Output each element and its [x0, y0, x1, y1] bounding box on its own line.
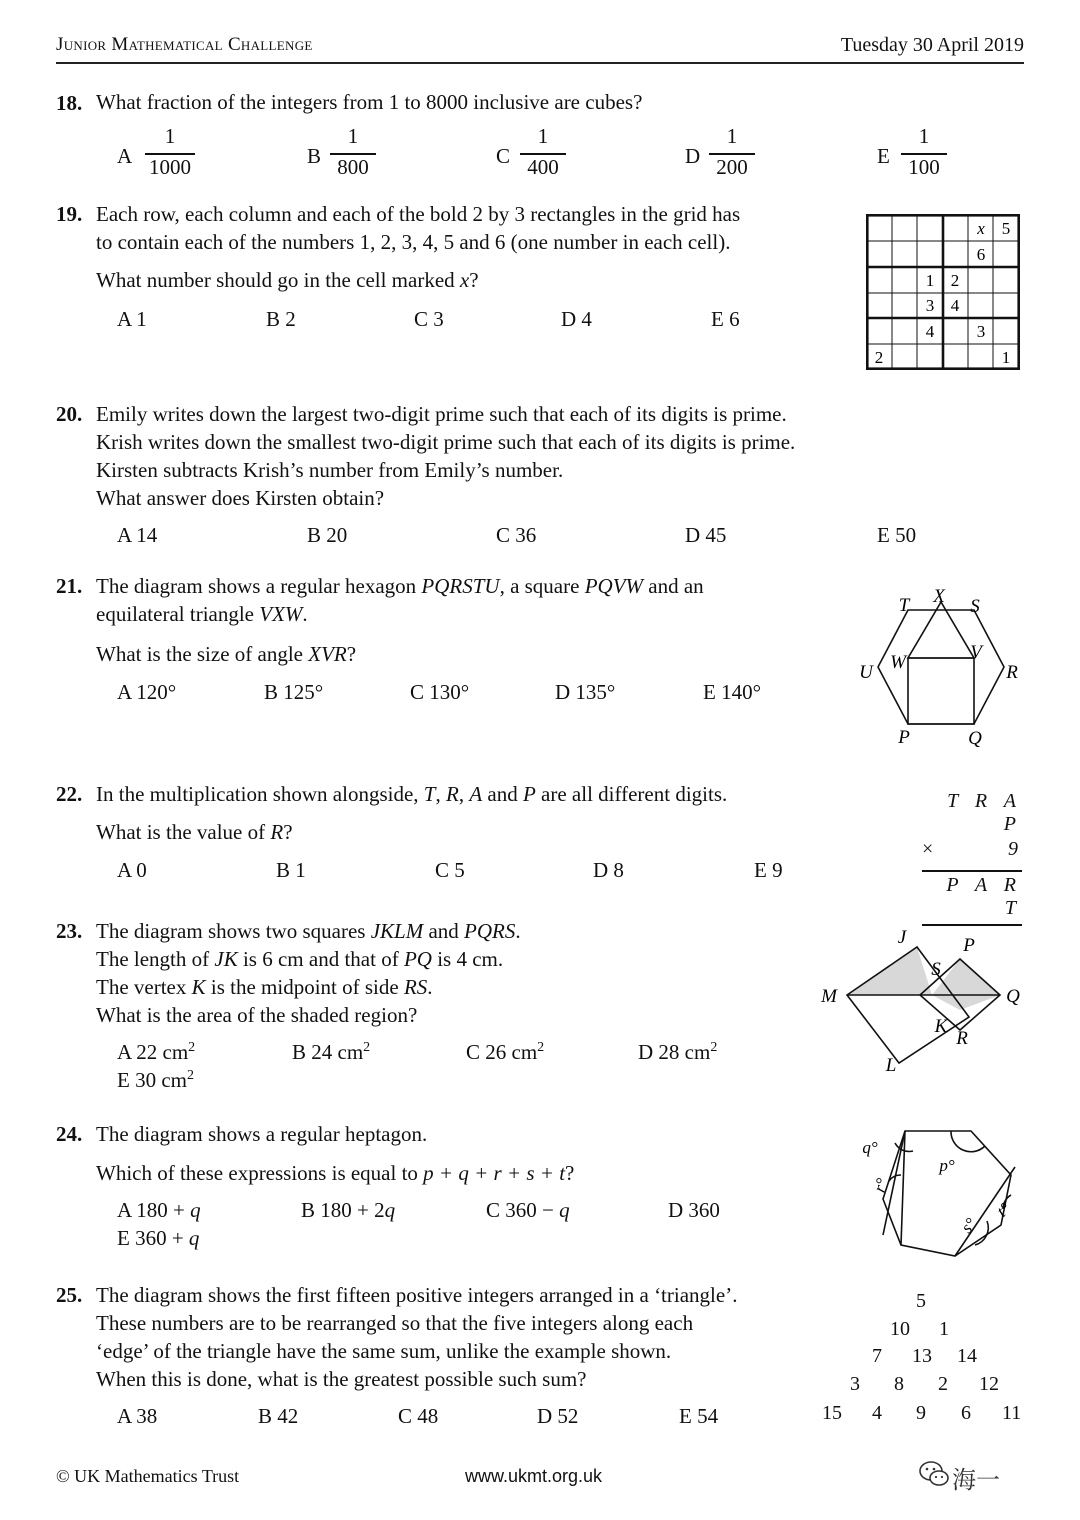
- q19-cell: 4: [925, 322, 935, 341]
- q22-mult-times: ×: [922, 838, 934, 860]
- q21-option-c[interactable]: C 130°: [410, 680, 470, 704]
- q23-option-c[interactable]: C 26 $cm^2$: [466, 1040, 545, 1064]
- q21-label-t: T: [898, 595, 910, 616]
- q25-line-1: The diagram shows the first fifteen positive integers arranged in a ‘triangle’.: [96, 1283, 738, 1307]
- q18-text: What fraction of the integers from 1 to 8000 inclusive are cubes?: [96, 90, 643, 114]
- triangle-number: 8: [894, 1373, 904, 1395]
- q18-number: 18.: [56, 91, 83, 115]
- q19-cell: 1: [1001, 348, 1011, 367]
- triangle-number: 6: [961, 1402, 971, 1424]
- q25-option-c[interactable]: C 48: [398, 1404, 439, 1428]
- q19-line-2: to contain each of the numbers 1, 2, 3, 4, 5 and 6 (one number in each cell).: [96, 230, 731, 254]
- q24-label-q: q°: [862, 1138, 878, 1157]
- q23-label-r: R: [956, 1028, 968, 1049]
- header-title: Junior Mathematical Challenge: [56, 34, 313, 55]
- q19-question: What number should go in the cell marked x?: [96, 268, 479, 292]
- q22-mult-top: T R A P: [947, 790, 1022, 835]
- q23-label-q: Q: [1006, 986, 1020, 1007]
- q25-line-4: When this is done, what is the greatest possible such sum?: [96, 1367, 587, 1391]
- triangle-number: 14: [957, 1345, 977, 1367]
- footer-watermark: 海一: [952, 1466, 1000, 1494]
- q24-label-t: t°: [992, 1198, 1014, 1221]
- q19-option-c[interactable]: C 3: [414, 307, 444, 331]
- q24-option-e[interactable]: E 360 + q: [117, 1226, 200, 1250]
- q23-option-e[interactable]: E 30 $cm^2$: [117, 1068, 194, 1092]
- q21-option-d[interactable]: D 135°: [555, 680, 616, 704]
- q24-heptagon-diagram: [855, 1125, 1030, 1265]
- q19-line-1: Each row, each column and each of the bold 2 by 3 rectangles in the grid has: [96, 202, 741, 226]
- q25-option-a[interactable]: A 38: [117, 1404, 158, 1428]
- q23-line-4: What is the area of the shaded region?: [96, 1003, 418, 1027]
- q24-option-a[interactable]: A 180 + q: [117, 1198, 201, 1222]
- q20-line-3: Kirsten subtracts Krish’s number from Emily’s number.: [96, 458, 564, 482]
- triangle-number: 3: [850, 1373, 860, 1395]
- triangle-number: 7: [872, 1345, 882, 1367]
- q22-option-e[interactable]: E 9: [754, 858, 783, 882]
- q21-label-w: W: [890, 652, 906, 673]
- triangle-number: 9: [916, 1402, 926, 1424]
- q22-question: What is the value of R?: [96, 820, 293, 844]
- q19-cell: 2: [874, 348, 884, 367]
- q23-option-d[interactable]: D 28 $cm^2$: [638, 1040, 718, 1064]
- q19-option-b[interactable]: B 2: [266, 307, 296, 331]
- q25-number: 25.: [56, 1283, 83, 1307]
- q21-label-q: Q: [968, 728, 982, 749]
- q21-option-e[interactable]: E 140°: [703, 680, 761, 704]
- q22-option-c[interactable]: C 5: [435, 858, 465, 882]
- footer-website-link[interactable]: www.ukmt.org.uk: [465, 1466, 603, 1486]
- q23-label-k: K: [934, 1016, 948, 1037]
- q21-option-b[interactable]: B 125°: [264, 680, 324, 704]
- q21-label-s: S: [970, 596, 980, 617]
- q19-cell: 1: [925, 271, 935, 290]
- q21-line-2: equilateral triangle VXW.: [96, 602, 308, 626]
- q24-line-1: The diagram shows a regular heptagon.: [96, 1122, 428, 1146]
- q21-hexagon-diagram: [850, 582, 1030, 752]
- wechat-icon: [918, 1458, 950, 1490]
- q20-option-a[interactable]: A 14: [117, 523, 158, 547]
- triangle-number: 11: [1002, 1402, 1022, 1424]
- q20-option-d[interactable]: D 45: [685, 523, 727, 547]
- q21-question: What is the size of angle XVR?: [96, 642, 357, 666]
- q21-label-x: X: [933, 586, 945, 607]
- triangle-number: 15: [822, 1402, 842, 1424]
- q25-option-e[interactable]: E 54: [679, 1404, 719, 1428]
- q25-line-3: ‘edge’ of the triangle have the same sum, unlike the example shown.: [96, 1339, 672, 1363]
- q22-multiplication: [922, 790, 1022, 926]
- q22-mult-nine: 9: [1008, 838, 1018, 860]
- q24-number: 24.: [56, 1122, 83, 1146]
- q24-option-c[interactable]: C 360 − q: [486, 1198, 570, 1222]
- q25-option-d[interactable]: D 52: [537, 1404, 579, 1428]
- q22-option-a[interactable]: A 0: [117, 858, 147, 882]
- q23-label-j: J: [897, 927, 907, 948]
- q22-mult-bottom: P A R T: [922, 870, 1022, 926]
- q24-label-s: s°: [957, 1214, 981, 1237]
- triangle-number: 10: [890, 1318, 910, 1340]
- q23-line-2: The length of JK is 6 cm and that of PQ is 4 cm.: [96, 947, 504, 971]
- triangle-number: 4: [872, 1402, 882, 1424]
- q23-option-b[interactable]: B 24 $cm^2$: [292, 1040, 371, 1064]
- q25-option-b[interactable]: B 42: [258, 1404, 299, 1428]
- q23-label-l: L: [885, 1055, 897, 1076]
- page-header: [56, 34, 1024, 64]
- q25-line-2: These numbers are to be rearranged so that the five integers along each: [96, 1311, 694, 1335]
- q20-number: 20.: [56, 402, 83, 426]
- triangle-number: 12: [979, 1373, 999, 1395]
- q22-number: 22.: [56, 782, 83, 806]
- q19-cell: 4: [950, 296, 960, 315]
- q20-option-b[interactable]: B 20: [307, 523, 348, 547]
- q21-label-u: U: [859, 662, 873, 683]
- q20-option-c[interactable]: C 36: [496, 523, 537, 547]
- q23-label-m: M: [821, 986, 837, 1007]
- q19-cell: 3: [976, 322, 986, 341]
- q22-option-d[interactable]: D 8: [593, 858, 624, 882]
- header-date: Tuesday 30 April 2019: [840, 34, 1024, 56]
- q24-question: Which of these expressions is equal to p + q + r + s + t?: [96, 1161, 575, 1185]
- q23-label-p: P: [963, 935, 975, 956]
- footer-copyright: © UK Mathematics Trust: [56, 1466, 240, 1486]
- q19-option-d[interactable]: D 4: [561, 307, 592, 331]
- q22-line-1: In the multiplication shown alongside, T, R, A and P are all different digits.: [96, 782, 728, 806]
- q21-number: 21.: [56, 574, 83, 598]
- triangle-number: 2: [938, 1373, 948, 1395]
- q19-cell: 6: [976, 245, 986, 264]
- q20-option-e[interactable]: E 50: [877, 523, 917, 547]
- triangle-number: 1: [939, 1318, 949, 1340]
- q19-option-a[interactable]: A 1: [117, 307, 147, 331]
- q19-cell: 2: [950, 271, 960, 290]
- q22-option-b[interactable]: B 1: [276, 858, 306, 882]
- q21-label-p: P: [898, 727, 910, 748]
- q24-option-d[interactable]: D 360: [668, 1198, 720, 1222]
- q23-label-s: S: [931, 959, 941, 980]
- q19-option-e[interactable]: E 6: [711, 307, 740, 331]
- triangle-number: 5: [916, 1290, 926, 1312]
- q21-option-a[interactable]: A 120°: [117, 680, 177, 704]
- q20-line-1: Emily writes down the largest two-digit prime such that each of its digits is prime.: [96, 402, 787, 426]
- q24-label-p: p°: [939, 1156, 955, 1175]
- q19-cell: 5: [1001, 219, 1011, 238]
- q19-cell-x: x: [977, 219, 985, 238]
- q20-line-2: Krish writes down the smallest two-digit prime such that each of its digits is prime.: [96, 430, 796, 454]
- triangle-number: 13: [912, 1345, 932, 1367]
- q19-sudoku-grid: [866, 214, 1020, 370]
- q19-cell: 3: [925, 296, 935, 315]
- q21-line-1: The diagram shows a regular hexagon PQRSTU, a square PQVW and an: [96, 574, 704, 598]
- q23-option-a[interactable]: A 22 $cm^2$: [117, 1040, 196, 1064]
- q24-label-r: r°: [869, 1175, 892, 1195]
- q20-line-4: What answer does Kirsten obtain?: [96, 486, 385, 510]
- q23-line-1: The diagram shows two squares JKLM and PQRS.: [96, 919, 521, 943]
- q21-label-v: V: [970, 642, 982, 663]
- q19-number: 19.: [56, 202, 83, 226]
- q24-option-b[interactable]: B 180 + 2q: [301, 1198, 396, 1222]
- q23-squares-diagram: [815, 925, 1030, 1080]
- q23-line-3: The vertex K is the midpoint of side RS.: [96, 975, 433, 999]
- q23-number: 23.: [56, 919, 83, 943]
- q21-label-r: R: [1006, 662, 1018, 683]
